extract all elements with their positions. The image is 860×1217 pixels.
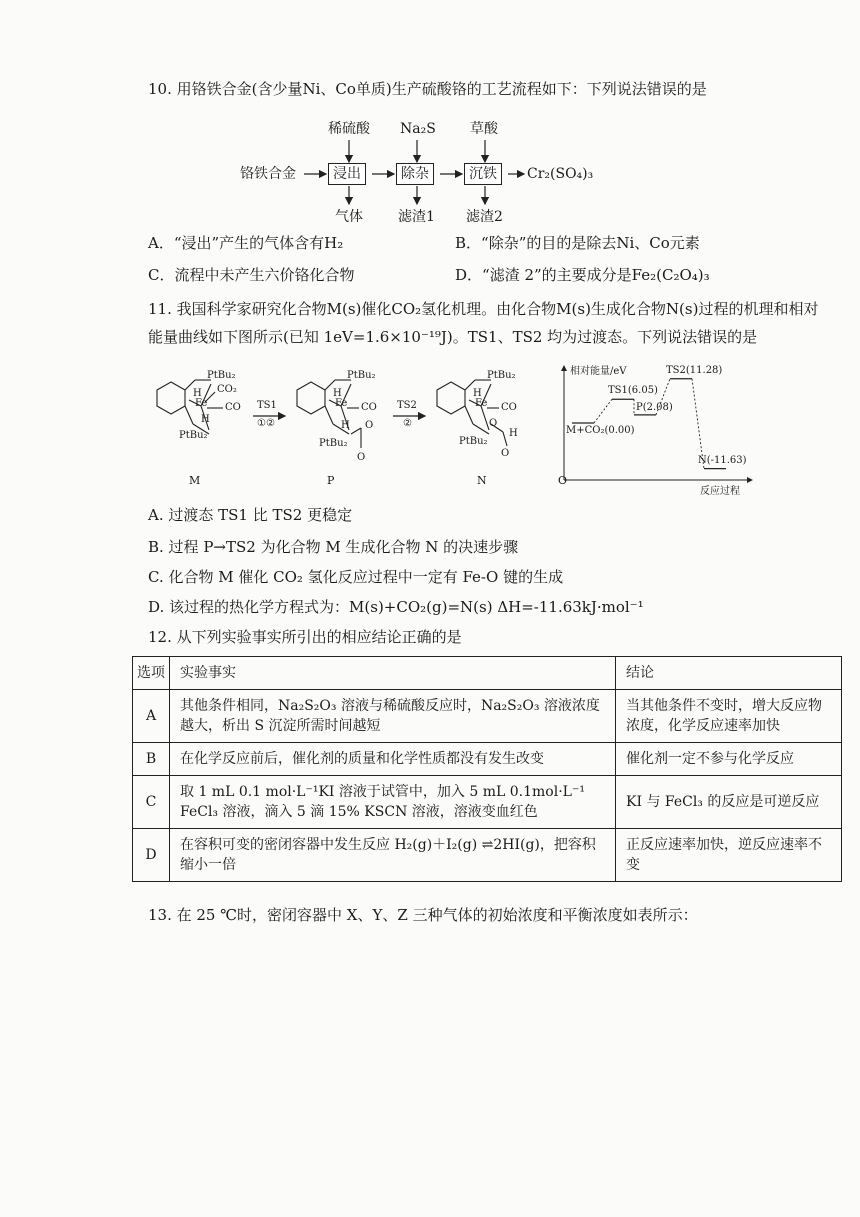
experiment-table bbox=[132, 656, 842, 882]
arrow-ts2-sub: ② bbox=[403, 418, 412, 429]
arrow-ts1-sub: ①② bbox=[257, 418, 275, 429]
q11-option-b: B. 过程 P→TS2 为化合物 M 生成化合物 N 的决速步骤 bbox=[148, 538, 519, 556]
m-ligand-top: PtBu₂ bbox=[207, 370, 236, 381]
label-m: M bbox=[189, 474, 201, 487]
energy-xlabel: 反应过程 bbox=[700, 486, 740, 497]
process-flow-diagram bbox=[240, 118, 620, 228]
header-conclusion: 结论 bbox=[616, 657, 842, 690]
energy-ylabel: 相对能量/eV bbox=[570, 366, 627, 377]
row-a-option: A bbox=[133, 690, 170, 743]
n-h-formate: H bbox=[509, 428, 518, 439]
flow-reagent-2: Na₂S bbox=[400, 121, 436, 137]
table-row bbox=[133, 690, 842, 743]
row-d-fact: 在容积可变的密闭容器中发生反应 H₂(g)＋I₂(g) ⇌2HI(g)，把容积缩小一倍 bbox=[170, 829, 616, 882]
energy-origin: O bbox=[558, 474, 568, 487]
flow-step-leach: 浸出 bbox=[328, 163, 366, 185]
row-c-conclusion: KI 与 FeCl₃ 的反应是可逆反应 bbox=[616, 776, 842, 829]
flow-reagent-3: 草酸 bbox=[470, 121, 498, 137]
p-co: CO bbox=[361, 402, 377, 413]
q11-option-a: A. 过渡态 TS1 比 TS2 更稳定 bbox=[148, 506, 353, 524]
energy-point-label-1: TS1(6.05) bbox=[608, 385, 658, 397]
row-c-fact: 取 1 mL 0.1 mol·L⁻¹KI 溶液于试管中，加入 5 mL 0.1mol·L⁻¹ FeCl₃ 溶液，滴入 5 滴 15% KSCN 溶液，溶液变血红色 bbox=[170, 776, 616, 829]
m-h-bottom: H bbox=[201, 414, 210, 425]
label-p: P bbox=[327, 474, 335, 487]
m-h-top: H bbox=[193, 388, 202, 399]
q10-option-d: D．“滤渣 2”的主要成分是Fe₂(C₂O₄)₃ bbox=[455, 266, 710, 284]
q11-stem-line1: 11. 我国科学家研究化合物M(s)催化CO₂氢化机理。由化合物M(s)生成化合物N(s)过程的机理和相对 bbox=[148, 300, 819, 318]
q11-option-c: C. 化合物 M 催化 CO₂ 氢化反应过程中一定有 Fe-O 键的生成 bbox=[148, 568, 564, 586]
flow-step-iron: 沉铁 bbox=[464, 163, 502, 185]
n-o-bottom: O bbox=[501, 448, 510, 459]
row-b-option: B bbox=[133, 743, 170, 776]
row-b-conclusion: 催化剂一定不参与化学反应 bbox=[616, 743, 842, 776]
p-o-bottom: O bbox=[357, 452, 366, 463]
q10-stem: 10. 用铬铁合金(含少量Ni、Co单质)生产硫酸铬的工艺流程如下：下列说法错误的是 bbox=[148, 80, 707, 98]
flow-product: Cr₂(SO₄)₃ bbox=[527, 166, 594, 182]
q13-stem: 13. 在 25 ℃时，密闭容器中 X、Y、Z 三种气体的初始浓度和平衡浓度如表所示： bbox=[148, 906, 698, 924]
flow-step-purify: 除杂 bbox=[396, 163, 434, 185]
q10-option-b: B．“除杂”的目的是除去Ni、Co元素 bbox=[455, 234, 700, 252]
p-fe: Fe bbox=[335, 398, 348, 409]
mechanism-diagram bbox=[145, 362, 555, 492]
p-ligand-top: PtBu₂ bbox=[347, 370, 376, 381]
q11-option-d: D. 该过程的热化学方程式为：M(s)+CO₂(g)=N(s) ΔH=-11.63kJ·mol⁻¹ bbox=[148, 598, 644, 616]
q10-option-a: A．“浸出”产生的气体含有H₂ bbox=[148, 234, 344, 252]
n-fe: Fe bbox=[475, 398, 488, 409]
m-fe: Fe bbox=[195, 398, 208, 409]
row-a-conclusion: 当其他条件不变时，增大反应物浓度，化学反应速率加快 bbox=[616, 690, 842, 743]
arrow-ts1-label: TS1 bbox=[257, 400, 277, 411]
table-row bbox=[133, 776, 842, 829]
p-h-top: H bbox=[333, 388, 342, 399]
energy-point-label-3: TS2(11.28) bbox=[666, 364, 723, 376]
q12-stem: 12. 从下列实验事实所引出的相应结论正确的是 bbox=[148, 628, 462, 646]
row-a-fact: 其他条件相同，Na₂S₂O₃ 溶液与稀硫酸反应时，Na₂S₂O₃ 溶液浓度越大，析出 S 沉淀所需时间越短 bbox=[170, 690, 616, 743]
table-row bbox=[133, 829, 842, 882]
flow-output-2: 滤渣1 bbox=[398, 209, 435, 225]
n-h-top: H bbox=[473, 388, 482, 399]
p-o: O bbox=[365, 420, 374, 431]
p-h-bottom: H bbox=[341, 420, 350, 431]
n-ligand-bottom: PtBu₂ bbox=[459, 436, 488, 447]
m-co2: CO₂ bbox=[217, 384, 237, 395]
header-option: 选项 bbox=[133, 657, 170, 690]
p-ligand-bottom: PtBu₂ bbox=[319, 438, 348, 449]
arrow-ts2-label: TS2 bbox=[397, 400, 417, 411]
energy-point-label-4: N(-11.63) bbox=[698, 454, 747, 466]
flow-output-1: 气体 bbox=[335, 209, 363, 225]
row-d-conclusion: 正反应速率加快，逆反应速率不变 bbox=[616, 829, 842, 882]
flow-input: 铬铁合金 bbox=[240, 166, 296, 182]
n-co: CO bbox=[501, 402, 517, 413]
row-d-option: D bbox=[133, 829, 170, 882]
row-c-option: C bbox=[133, 776, 170, 829]
table-row bbox=[133, 743, 842, 776]
m-ligand-bottom: PtBu₂ bbox=[179, 430, 208, 441]
row-b-fact: 在化学反应前后，催化剂的质量和化学性质都没有发生改变 bbox=[170, 743, 616, 776]
flow-reagent-1: 稀硫酸 bbox=[328, 121, 370, 137]
n-ligand-top: PtBu₂ bbox=[487, 370, 516, 381]
energy-profile-chart bbox=[558, 362, 758, 497]
m-co: CO bbox=[225, 402, 241, 413]
flow-output-3: 滤渣2 bbox=[466, 209, 503, 225]
energy-connector-1 bbox=[594, 399, 612, 423]
q10-option-c: C．流程中未产生六价铬化合物 bbox=[148, 266, 355, 284]
energy-point-label-2: P(2.08) bbox=[636, 401, 673, 413]
label-n: N bbox=[477, 474, 487, 487]
table-header-row bbox=[133, 657, 842, 690]
q11-stem-line2: 能量曲线如下图所示(已知 1eV=1.6×10⁻¹⁹J)。TS1、TS2 均为过渡态。下列说法错误的是 bbox=[148, 328, 758, 346]
header-fact: 实验事实 bbox=[170, 657, 616, 690]
energy-point-label-0: M+CO₂(0.00) bbox=[566, 425, 635, 436]
n-o: O bbox=[489, 418, 498, 429]
